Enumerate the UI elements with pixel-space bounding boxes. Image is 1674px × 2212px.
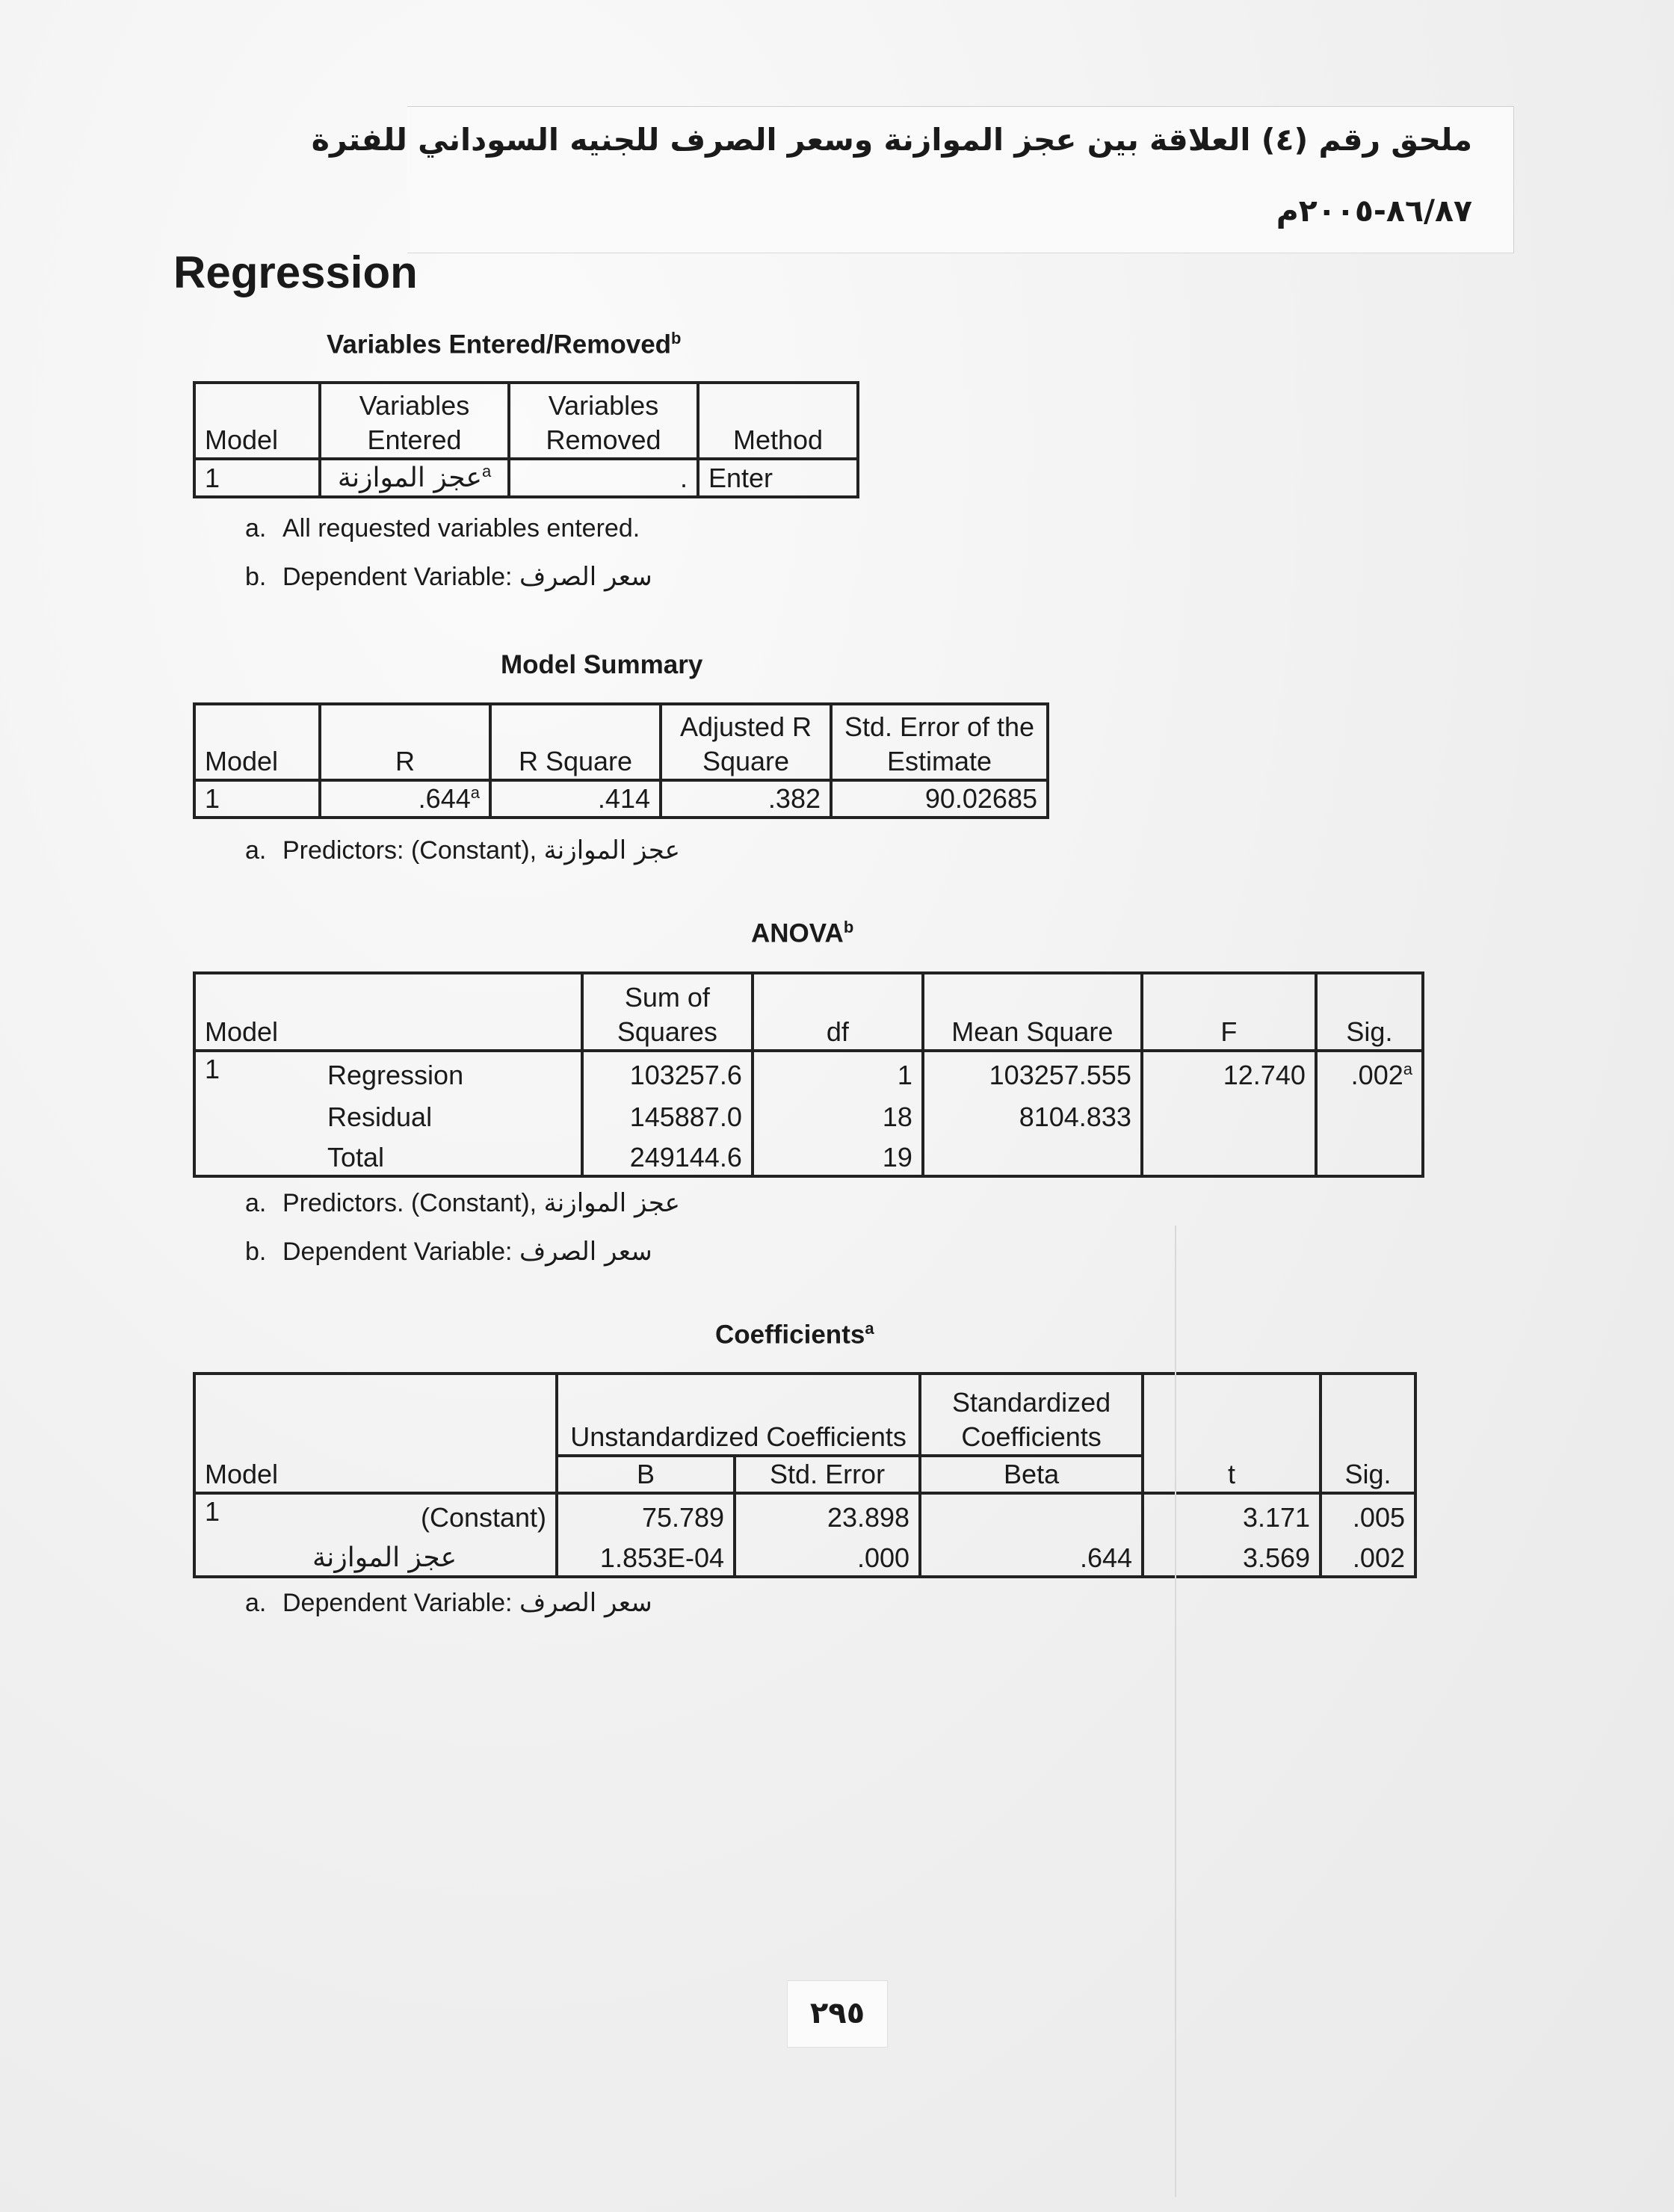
cell-df: 1 (753, 1051, 923, 1093)
cell-variables-removed: . (509, 459, 698, 497)
cell-beta (920, 1493, 1143, 1535)
row-label: عجز الموازنة (303, 1535, 557, 1577)
header-model: Model (194, 973, 582, 1051)
cell-std-error: 90.02685 (831, 780, 1048, 818)
cell-adjusted-r-square: .382 (661, 780, 831, 818)
cell-r-square: .414 (490, 780, 661, 818)
header-variables-entered: Variables Entered (320, 383, 509, 459)
header-unstandardized: Unstandardized Coefficients (557, 1374, 920, 1456)
table-row (194, 1493, 1415, 1535)
header-b: B (557, 1456, 735, 1493)
cell-t: 3.171 (1143, 1493, 1321, 1535)
scan-fold-line (1175, 1226, 1176, 2197)
header-sig: Sig. (1316, 973, 1423, 1051)
header-standardized: Standardized Coefficients (920, 1374, 1143, 1456)
cell-model: 1 (194, 1493, 303, 1535)
appendix-title-line2: ٨٦/٨٧-٢٠٠٥م (1276, 193, 1472, 229)
cell-sum-of-squares: 145887.0 (582, 1093, 753, 1134)
page-number: ٢٩٥ (809, 1996, 865, 2030)
anova-caption: ANOVA$^b$ (751, 918, 854, 948)
cell-f: 12.740 (1142, 1051, 1316, 1093)
header-std-error: Std. Error (735, 1456, 920, 1493)
coefficients-table (193, 1372, 1417, 1578)
header-model: Model (194, 704, 320, 780)
cell-sig: .005 (1321, 1493, 1415, 1535)
anova-note-b: b. Dependent Variable: سعر الصرف (245, 1237, 652, 1267)
cell-method: Enter (698, 459, 858, 497)
cell-std-error: .000 (735, 1535, 920, 1577)
header-r: R (320, 704, 490, 780)
model-summary-table (193, 702, 1049, 819)
table-row (194, 1051, 1423, 1093)
header-f: F (1142, 973, 1316, 1051)
anova-table (193, 971, 1424, 1178)
appendix-title-line1: ملحق رقم (٤) العلاقة بين عجز الموازنة وسعر الصرف للجنيه السوداني للفترة (311, 122, 1472, 158)
cell-std-error: 23.898 (735, 1493, 920, 1535)
model-summary-note-a: a. Predictors: (Constant), عجز الموازنة (245, 835, 680, 865)
cell-model: 1 (194, 459, 320, 497)
header-df: df (753, 973, 923, 1051)
table-row (194, 1535, 1415, 1577)
header-variables-removed: Variables Removed (509, 383, 698, 459)
var-entered-note-a: a. All requested variables entered. (245, 514, 640, 543)
cell-b: 75.789 (557, 1493, 735, 1535)
cell-sum-of-squares: 103257.6 (582, 1051, 753, 1093)
cell-r: .644$^a$ (320, 780, 490, 818)
table-row (194, 1134, 1423, 1176)
header-adjusted-r-square: Adjusted R Square (661, 704, 831, 780)
cell-beta: .644 (920, 1535, 1143, 1577)
cell-sig: .002$^a$ (1316, 1051, 1423, 1093)
cell-model: 1 (194, 1051, 318, 1093)
anova-note-a: a. Predictors. (Constant), عجز الموازنة (245, 1188, 680, 1218)
cell-df: 18 (753, 1093, 923, 1134)
regression-heading: Regression (173, 247, 418, 297)
header-std-error: Std. Error of the Estimate (831, 704, 1048, 780)
cell-mean-square: 8104.833 (923, 1093, 1142, 1134)
cell-mean-square: 103257.555 (923, 1051, 1142, 1093)
header-r-square: R Square (490, 704, 661, 780)
var-entered-caption: Variables Entered/Removed$^b$ (327, 329, 682, 359)
appendix-title-box (311, 106, 1514, 253)
row-label: Regression (318, 1051, 582, 1093)
header-mean-square: Mean Square (923, 973, 1142, 1051)
cell-sum-of-squares: 249144.6 (582, 1134, 753, 1176)
coefficients-note-a: a. Dependent Variable: سعر الصرف (245, 1588, 652, 1618)
cell-variables-entered: عجز الموازنة$^a$ (320, 459, 509, 497)
row-label: Residual (318, 1093, 582, 1134)
page-number-box (787, 1980, 888, 2048)
header-t: t (1143, 1374, 1321, 1493)
coefficients-caption: Coefficients$^a$ (715, 1319, 874, 1350)
model-summary-caption: Model Summary (501, 650, 703, 679)
row-label: Total (318, 1134, 582, 1176)
cell-t: 3.569 (1143, 1535, 1321, 1577)
table-row (194, 1093, 1423, 1134)
var-entered-note-b: b. Dependent Variable: سعر الصرف (245, 562, 652, 592)
row-label: (Constant) (303, 1493, 557, 1535)
cell-sig: .002 (1321, 1535, 1415, 1577)
header-sum-of-squares: Sum of Squares (582, 973, 753, 1051)
header-method: Method (698, 383, 858, 459)
header-beta: Beta (920, 1456, 1143, 1493)
header-model: Model (194, 1374, 557, 1493)
header-sig: Sig. (1321, 1374, 1415, 1493)
var-entered-table (193, 381, 859, 498)
cell-df: 19 (753, 1134, 923, 1176)
cell-b: 1.853E-04 (557, 1535, 735, 1577)
header-model: Model (194, 383, 320, 459)
cell-model: 1 (194, 780, 320, 818)
